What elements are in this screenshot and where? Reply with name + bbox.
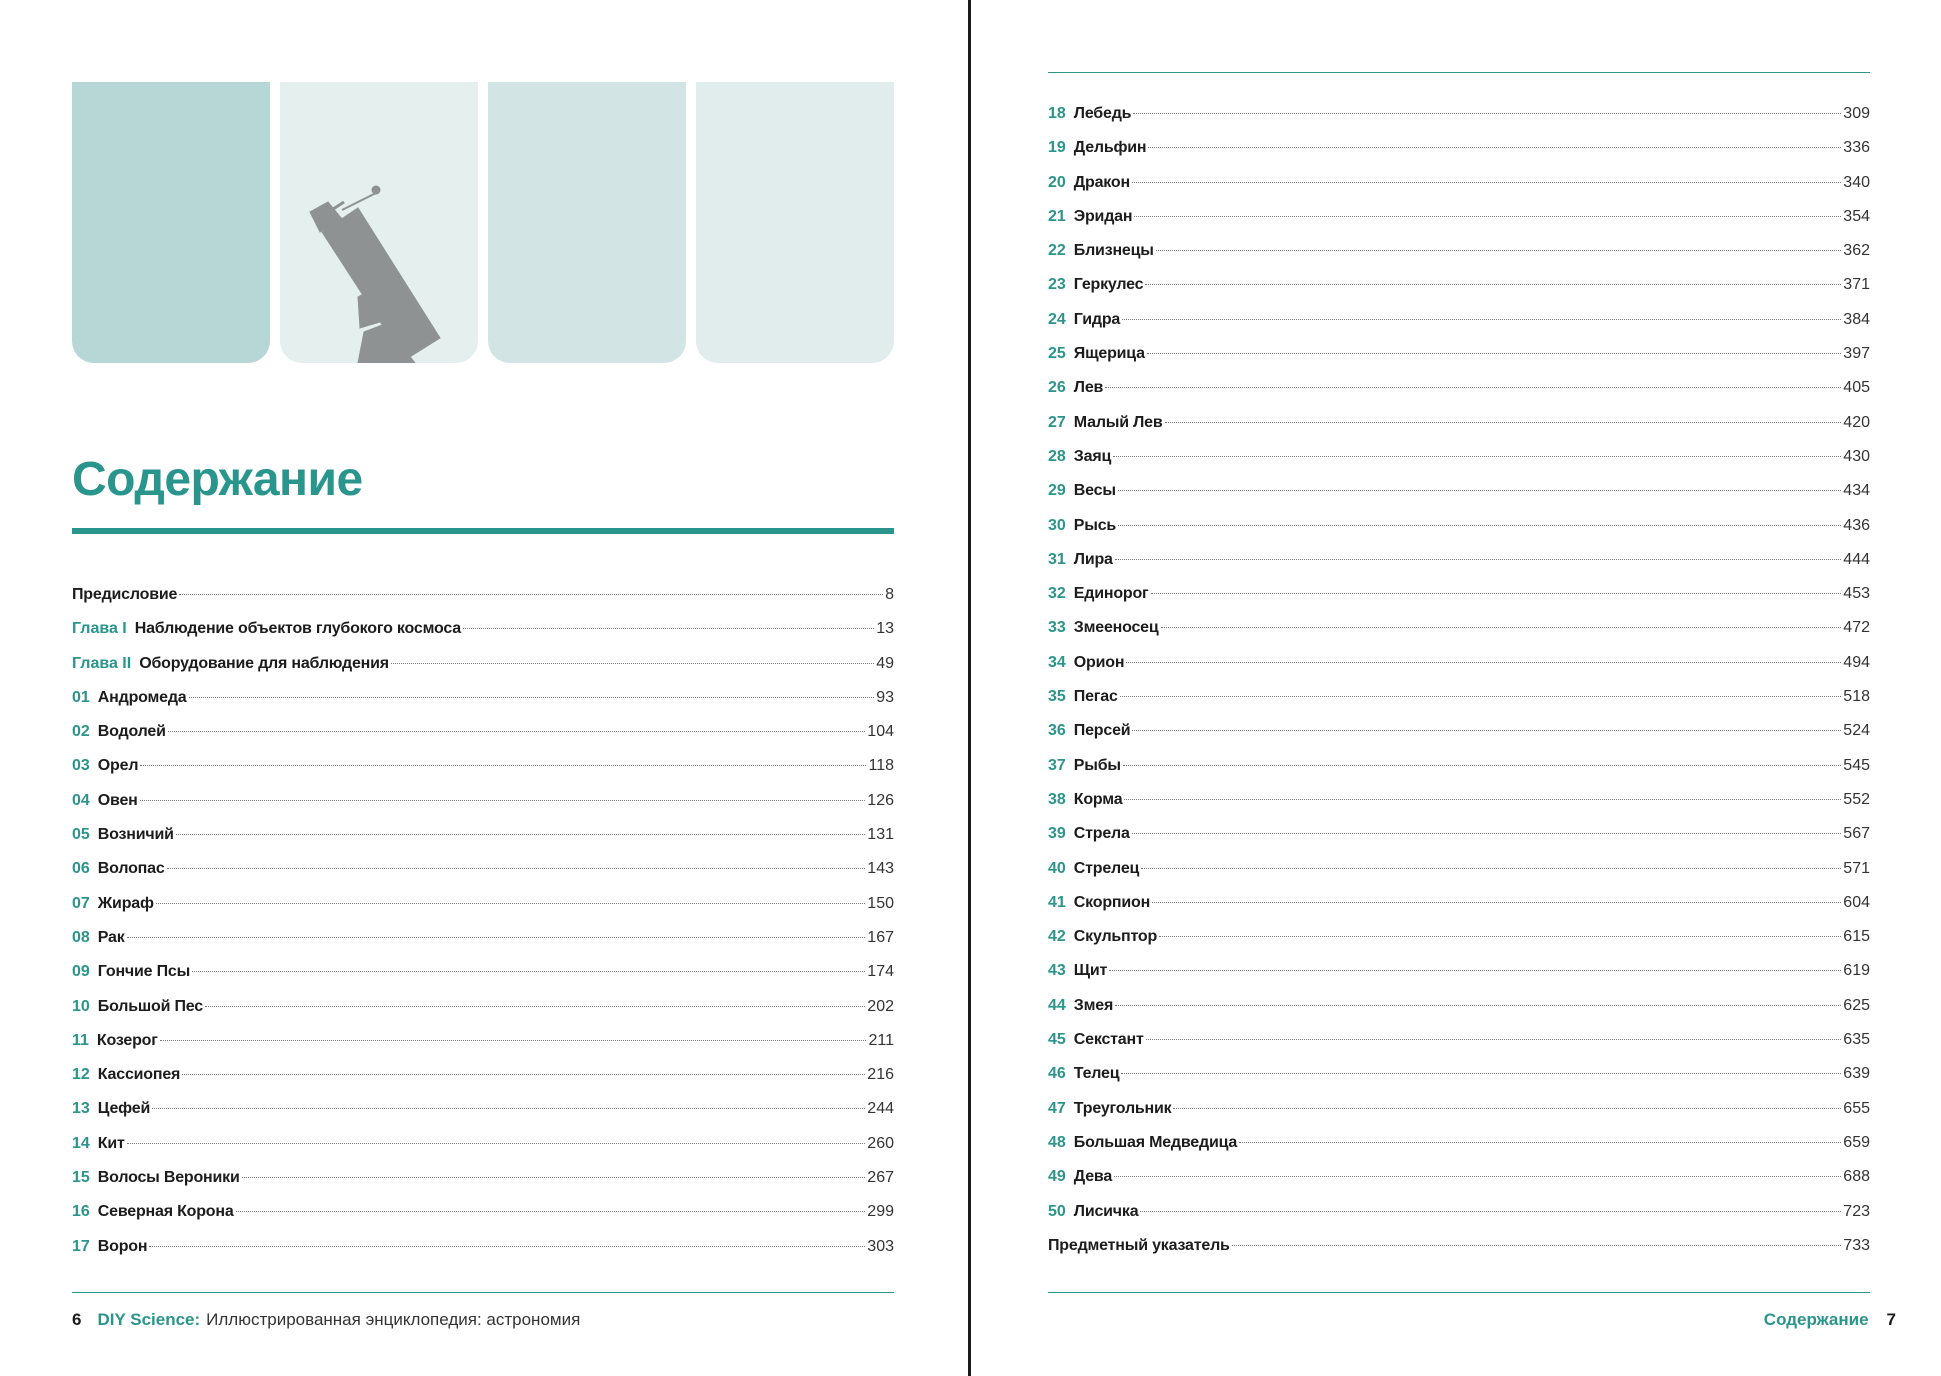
toc-entry-number: 20 xyxy=(1048,173,1066,191)
toc-entry-page: 524 xyxy=(1843,722,1870,740)
toc-entry-title: Цефей xyxy=(97,1100,151,1118)
toc-entry-title: Дракон xyxy=(1073,173,1130,191)
toc-entry[interactable] xyxy=(1048,1195,1870,1229)
dot-leader xyxy=(1114,1175,1841,1177)
dot-leader xyxy=(1121,1072,1841,1074)
toc-entry-title: Орел xyxy=(97,757,139,775)
toc-entry-page: 260 xyxy=(867,1134,894,1152)
toc-entry-page: 93 xyxy=(876,688,894,706)
dot-leader xyxy=(1161,626,1842,628)
dot-leader xyxy=(1120,695,1842,697)
toc-entry-page: 340 xyxy=(1843,173,1870,191)
toc-entry[interactable] xyxy=(1048,474,1870,508)
toc-entry[interactable] xyxy=(1048,1023,1870,1057)
dot-leader xyxy=(1156,249,1842,251)
toc-entry-title: Кассиопея xyxy=(97,1066,181,1084)
toc-entry-number: 22 xyxy=(1048,242,1066,260)
toc-entry-number: 30 xyxy=(1048,516,1066,534)
toc-entry-title: Рыбы xyxy=(1073,756,1121,774)
toc-entry-title: Большая Медведица xyxy=(1073,1133,1238,1151)
toc-entry[interactable] xyxy=(1048,234,1870,268)
toc-entry-page: 354 xyxy=(1843,207,1870,225)
toc-entry-number: 21 xyxy=(1048,207,1066,225)
toc-entry[interactable] xyxy=(1048,371,1870,405)
toc-entry[interactable] xyxy=(1048,1160,1870,1194)
footer-left xyxy=(72,1308,580,1332)
dot-leader xyxy=(156,902,866,904)
dot-leader xyxy=(189,696,875,698)
toc-entry[interactable] xyxy=(1048,577,1870,611)
toc-entry[interactable] xyxy=(72,715,894,749)
toc-entry[interactable] xyxy=(72,818,894,852)
page-title: Содержание xyxy=(72,453,363,506)
decor-panel-3 xyxy=(488,82,686,363)
toc-entry-page: 397 xyxy=(1843,345,1870,363)
toc-entry-title: Треугольник xyxy=(1073,1099,1172,1117)
toc-entry[interactable] xyxy=(72,1092,894,1126)
toc-entry-number: 15 xyxy=(72,1169,90,1187)
toc-entry[interactable] xyxy=(1048,440,1870,474)
toc-entry[interactable] xyxy=(1048,1092,1870,1126)
toc-entry-title: Щит xyxy=(1073,962,1108,980)
toc-entry-number: Глава II xyxy=(72,654,132,672)
toc-entry-page: 267 xyxy=(867,1169,894,1187)
toc-entry-title: Стрела xyxy=(1073,825,1130,843)
toc-entry[interactable] xyxy=(1048,509,1870,543)
toc-entry-title: Заяц xyxy=(1073,447,1112,465)
toc-entry-title: Скорпион xyxy=(1073,893,1151,911)
toc-entry-number: 24 xyxy=(1048,310,1066,328)
toc-entry[interactable] xyxy=(72,784,894,818)
dot-leader xyxy=(1148,146,1841,148)
dot-leader xyxy=(152,1107,865,1109)
toc-entry-number: 18 xyxy=(1048,105,1066,122)
toc-entry-page: 615 xyxy=(1843,928,1870,946)
toc-entry-title: Рысь xyxy=(1073,516,1117,534)
dot-leader xyxy=(140,764,866,766)
toc-entry-page: 13 xyxy=(876,620,894,638)
toc-entry-page: 552 xyxy=(1843,790,1870,808)
toc-entry-title: Скульптор xyxy=(1073,928,1158,946)
toc-entry-number: 32 xyxy=(1048,585,1066,603)
toc-entry-number: 12 xyxy=(72,1066,90,1084)
toc-entry-number: 25 xyxy=(1048,345,1066,363)
toc-entry[interactable] xyxy=(1048,200,1870,234)
toc-entry-title: Предметный указатель xyxy=(1048,1236,1230,1254)
dot-leader xyxy=(1145,283,1841,285)
toc-entry-number: 27 xyxy=(1048,413,1066,431)
dot-leader xyxy=(242,1176,866,1178)
dot-leader xyxy=(1113,455,1841,457)
toc-entry-title: Жираф xyxy=(97,894,154,912)
toc-entry[interactable] xyxy=(1048,543,1870,577)
toc-entry-number: 49 xyxy=(1048,1168,1066,1186)
right-page xyxy=(974,0,1941,1376)
toc-entry-title: Лебедь xyxy=(1073,105,1132,122)
dot-leader xyxy=(1118,489,1841,491)
toc-entry-page: 518 xyxy=(1843,688,1870,706)
toc-entry-page: 202 xyxy=(867,997,894,1015)
dot-leader xyxy=(168,730,866,732)
toc-entry-title: Ящерица xyxy=(1073,345,1145,363)
dot-leader xyxy=(192,970,865,972)
toc-entry-page: 430 xyxy=(1843,447,1870,465)
toc-entry-number: 41 xyxy=(1048,893,1066,911)
toc-entry-number: 44 xyxy=(1048,996,1066,1014)
toc-entry-title: Оборудование для наблюдения xyxy=(139,654,389,672)
toc-entry-number: 11 xyxy=(72,1031,89,1049)
dot-leader xyxy=(1109,969,1841,971)
toc-entry-page: 453 xyxy=(1843,585,1870,603)
dot-leader xyxy=(1140,1210,1841,1212)
dot-leader xyxy=(391,662,874,664)
dot-leader xyxy=(1134,215,1841,217)
dot-leader xyxy=(1122,318,1841,320)
dot-leader xyxy=(1132,832,1842,834)
toc-entry[interactable] xyxy=(1048,337,1870,371)
toc-entry-number: 40 xyxy=(1048,859,1066,877)
toc-entry-number: 14 xyxy=(72,1134,90,1152)
toc-entry-title: Лев xyxy=(1073,379,1104,397)
dot-leader xyxy=(1239,1141,1841,1143)
toc-entry[interactable] xyxy=(1048,646,1870,680)
toc-entry-number: 09 xyxy=(72,963,90,981)
toc-entry-number: 37 xyxy=(1048,756,1066,774)
toc-entry-number: 01 xyxy=(72,688,90,706)
dot-leader xyxy=(1126,661,1841,663)
toc-entry-page: 8 xyxy=(885,586,894,603)
toc-entry-title: Кит xyxy=(97,1134,125,1152)
dot-leader xyxy=(1118,524,1841,526)
dot-leader xyxy=(1152,901,1841,903)
title-underline xyxy=(72,528,894,534)
left-page xyxy=(0,0,970,1376)
toc-entry-page: 150 xyxy=(867,894,894,912)
toc-entry-title: Предисловие xyxy=(72,586,178,603)
toc-entry-title: Геркулес xyxy=(1073,276,1144,294)
toc-entry-number: 34 xyxy=(1048,653,1066,671)
toc-entry-page: 118 xyxy=(868,757,894,775)
toc-entry-page: 211 xyxy=(868,1031,894,1049)
toc-entry-title: Дельфин xyxy=(1073,139,1147,157)
toc-entry-number: 43 xyxy=(1048,962,1066,980)
toc-entry-title: Орион xyxy=(1073,653,1125,671)
toc-entry-page: 405 xyxy=(1843,379,1870,397)
toc-entry-number: 13 xyxy=(72,1100,90,1118)
toc-entry[interactable] xyxy=(72,1127,894,1161)
dot-leader xyxy=(176,833,866,835)
toc-entry-title: Большой Пес xyxy=(97,997,203,1015)
toc-entry-number: 42 xyxy=(1048,928,1066,946)
toc-entry-page: 174 xyxy=(867,963,894,981)
dot-leader xyxy=(236,1210,866,1212)
toc-entry-page: 494 xyxy=(1843,653,1870,671)
toc-entry-number: 28 xyxy=(1048,447,1066,465)
toc-entry-number: 48 xyxy=(1048,1133,1066,1151)
toc-entry[interactable] xyxy=(72,1161,894,1195)
toc-entry-page: 309 xyxy=(1843,105,1870,122)
toc-entry-page: 604 xyxy=(1843,893,1870,911)
toc-entry-title: Дева xyxy=(1073,1168,1113,1186)
toc-entry[interactable] xyxy=(72,852,894,886)
dot-leader xyxy=(1141,867,1841,869)
toc-entry-title: Овен xyxy=(97,791,138,809)
toc-entry[interactable] xyxy=(1048,406,1870,440)
dot-leader xyxy=(1146,1038,1842,1040)
dot-leader xyxy=(1232,1244,1842,1246)
toc-entry-number: 16 xyxy=(72,1203,90,1221)
toc-entry[interactable] xyxy=(1048,749,1870,783)
toc-entry[interactable] xyxy=(1048,920,1870,954)
toc-entry-number: 46 xyxy=(1048,1065,1066,1083)
toc-entry-title: Змея xyxy=(1073,996,1114,1014)
dot-leader xyxy=(127,1142,866,1144)
dot-leader xyxy=(1151,592,1842,594)
toc-entry-title: Стрелец xyxy=(1073,859,1140,877)
toc-entry-title: Северная Корона xyxy=(97,1203,234,1221)
toc-entry[interactable] xyxy=(1048,817,1870,851)
toc-entry[interactable] xyxy=(1048,783,1870,817)
toc-entry-title: Весы xyxy=(1073,482,1116,500)
dot-leader xyxy=(182,1073,865,1075)
toc-entry-page: 126 xyxy=(867,791,894,809)
header-divider xyxy=(1048,72,1870,73)
toc-entry-page: 639 xyxy=(1843,1065,1870,1083)
toc-entry-number: 05 xyxy=(72,826,90,844)
toc-right xyxy=(1048,97,1870,1263)
toc-entry-title: Андромеда xyxy=(97,688,187,706)
dot-leader xyxy=(1165,421,1842,423)
toc-entry-page: 659 xyxy=(1843,1133,1870,1151)
toc-entry-page: 619 xyxy=(1843,962,1870,980)
footer-right xyxy=(1764,1308,1896,1332)
toc-entry-page: 131 xyxy=(867,826,894,844)
dot-leader xyxy=(463,627,874,629)
toc-entry-title: Наблюдение объектов глубокого космоса xyxy=(134,620,461,638)
toc-entry-page: 444 xyxy=(1843,550,1870,568)
toc-entry-title: Персей xyxy=(1073,722,1131,740)
toc-entry-number: 29 xyxy=(1048,482,1066,500)
toc-entry-title: Единорог xyxy=(1073,585,1149,603)
toc-entry-number: 10 xyxy=(72,997,90,1015)
toc-entry[interactable] xyxy=(72,1024,894,1058)
toc-entry[interactable] xyxy=(72,921,894,955)
toc-entry-number: 39 xyxy=(1048,825,1066,843)
dot-leader xyxy=(205,1005,865,1007)
footer-subtitle: Иллюстрированная энциклопедия: астрономия xyxy=(206,1310,581,1329)
toc-entry-title: Волосы Вероники xyxy=(97,1169,240,1187)
toc-entry-title: Возничий xyxy=(97,826,174,844)
toc-entry-page: 336 xyxy=(1843,139,1870,157)
dot-leader xyxy=(1147,352,1841,354)
toc-entry[interactable] xyxy=(72,647,894,681)
decor-panel-1 xyxy=(72,82,270,363)
footer-divider xyxy=(72,1292,894,1293)
toc-entry-number: 23 xyxy=(1048,276,1066,294)
toc-entry-page: 384 xyxy=(1843,310,1870,328)
toc-entry-page: 436 xyxy=(1843,516,1870,534)
toc-entry-number: 35 xyxy=(1048,688,1066,706)
toc-entry-title: Волопас xyxy=(97,860,165,878)
dot-leader xyxy=(140,799,866,801)
toc-entry-page: 299 xyxy=(867,1203,894,1221)
toc-entry-page: 167 xyxy=(867,928,894,946)
toc-entry-title: Близнецы xyxy=(1073,242,1154,260)
toc-entry-number: 38 xyxy=(1048,790,1066,808)
dot-leader xyxy=(1123,764,1841,766)
toc-entry-page: 303 xyxy=(867,1237,894,1255)
toc-entry-number: 08 xyxy=(72,928,90,946)
toc-entry-title: Ворон xyxy=(97,1237,148,1255)
dot-leader xyxy=(149,1245,865,1247)
decor-panel-2 xyxy=(280,82,478,363)
toc-entry-page: 635 xyxy=(1843,1031,1870,1049)
footer-page-number: 7 xyxy=(1886,1310,1896,1329)
dot-leader xyxy=(1133,112,1841,114)
toc-entry-title: Телец xyxy=(1073,1065,1120,1083)
toc-entry[interactable] xyxy=(1048,1126,1870,1160)
toc-entry-number: 06 xyxy=(72,860,90,878)
toc-entry-title: Лисичка xyxy=(1073,1202,1139,1220)
toc-entry-page: 545 xyxy=(1843,756,1870,774)
toc-entry-page: 723 xyxy=(1843,1202,1870,1220)
toc-entry-page: 244 xyxy=(867,1100,894,1118)
footer-page-number: 6 xyxy=(72,1310,82,1329)
toc-entry[interactable] xyxy=(1048,268,1870,302)
dot-leader xyxy=(1132,729,1841,731)
dot-leader xyxy=(1105,386,1841,388)
toc-entry-number: 47 xyxy=(1048,1099,1066,1117)
toc-entry-number: 31 xyxy=(1048,550,1066,568)
book-spine xyxy=(968,0,971,1376)
toc-entry-title: Секстант xyxy=(1073,1031,1144,1049)
toc-entry-page: 362 xyxy=(1843,242,1870,260)
toc-entry-number: Глава I xyxy=(72,620,127,638)
toc-entry[interactable] xyxy=(72,612,894,646)
footer-brand: DIY Science: xyxy=(97,1310,201,1329)
dot-leader xyxy=(1115,558,1842,560)
toc-entry[interactable] xyxy=(1048,303,1870,337)
toc-entry-number: 04 xyxy=(72,791,90,809)
toc-entry-title: Пегас xyxy=(1073,688,1118,706)
dot-leader xyxy=(160,1039,867,1041)
toc-entry[interactable] xyxy=(72,681,894,715)
dot-leader xyxy=(1159,935,1841,937)
toc-entry[interactable] xyxy=(72,1195,894,1229)
toc-entry[interactable] xyxy=(72,749,894,783)
toc-entry-number: 45 xyxy=(1048,1031,1066,1049)
toc-entry-number: 07 xyxy=(72,894,90,912)
toc-left xyxy=(72,578,894,1264)
toc-entry-title: Рак xyxy=(97,928,125,946)
toc-entry[interactable] xyxy=(72,955,894,989)
dot-leader xyxy=(167,867,866,869)
toc-entry-title: Гончие Псы xyxy=(97,963,191,981)
toc-entry-number: 17 xyxy=(72,1237,90,1255)
toc-entry-page: 420 xyxy=(1843,413,1870,431)
toc-entry-page: 371 xyxy=(1843,276,1870,294)
toc-entry[interactable] xyxy=(1048,1229,1870,1263)
toc-entry-page: 104 xyxy=(867,723,894,741)
toc-entry-page: 567 xyxy=(1843,825,1870,843)
toc-entry-title: Малый Лев xyxy=(1073,413,1163,431)
toc-entry[interactable] xyxy=(1048,611,1870,645)
toc-entry-number: 26 xyxy=(1048,379,1066,397)
toc-entry[interactable] xyxy=(1048,989,1870,1023)
toc-entry-number: 19 xyxy=(1048,139,1066,157)
footer-section: Содержание xyxy=(1763,1310,1869,1329)
toc-entry-number: 33 xyxy=(1048,619,1066,637)
dot-leader xyxy=(1115,1004,1841,1006)
toc-entry[interactable] xyxy=(1048,97,1870,131)
toc-entry-title: Лира xyxy=(1073,550,1113,568)
dot-leader xyxy=(1124,798,1841,800)
toc-entry-number: 02 xyxy=(72,723,90,741)
toc-entry-title: Гидра xyxy=(1073,310,1121,328)
dot-leader xyxy=(127,936,866,938)
toc-entry[interactable] xyxy=(1048,886,1870,920)
toc-entry[interactable] xyxy=(1048,954,1870,988)
toc-entry-page: 655 xyxy=(1843,1099,1870,1117)
dot-leader xyxy=(179,593,883,595)
toc-entry-title: Козерог xyxy=(96,1031,158,1049)
toc-entry[interactable] xyxy=(72,578,894,612)
toc-entry-title: Водолей xyxy=(97,723,166,741)
toc-entry[interactable] xyxy=(1048,852,1870,886)
toc-entry-title: Змееносец xyxy=(1073,619,1159,637)
toc-entry-page: 625 xyxy=(1843,996,1870,1014)
toc-entry[interactable] xyxy=(1048,1057,1870,1091)
toc-entry-number: 03 xyxy=(72,757,90,775)
toc-entry-page: 143 xyxy=(867,860,894,878)
dot-leader xyxy=(1173,1107,1841,1109)
toc-entry[interactable] xyxy=(1048,131,1870,165)
toc-entry-page: 49 xyxy=(876,654,894,672)
toc-entry[interactable] xyxy=(72,887,894,921)
toc-entry[interactable] xyxy=(72,1230,894,1264)
toc-entry-page: 733 xyxy=(1843,1236,1870,1254)
toc-entry-title: Корма xyxy=(1073,790,1123,808)
footer-divider xyxy=(1048,1292,1870,1293)
toc-entry-number: 50 xyxy=(1048,1202,1066,1220)
toc-entry-title: Эридан xyxy=(1073,207,1133,225)
telescope-icon xyxy=(280,82,478,363)
toc-entry-page: 472 xyxy=(1843,619,1870,637)
toc-entry[interactable] xyxy=(1048,166,1870,200)
toc-entry-number: 36 xyxy=(1048,722,1066,740)
toc-entry[interactable] xyxy=(1048,680,1870,714)
decor-panel-4 xyxy=(696,82,894,363)
toc-entry-page: 434 xyxy=(1843,482,1870,500)
toc-entry-page: 571 xyxy=(1843,859,1870,877)
toc-entry[interactable] xyxy=(72,1058,894,1092)
dot-leader xyxy=(1132,181,1841,183)
toc-entry[interactable] xyxy=(72,990,894,1024)
toc-entry-page: 216 xyxy=(867,1066,894,1084)
toc-entry-page: 688 xyxy=(1843,1168,1870,1186)
toc-entry[interactable] xyxy=(1048,714,1870,748)
